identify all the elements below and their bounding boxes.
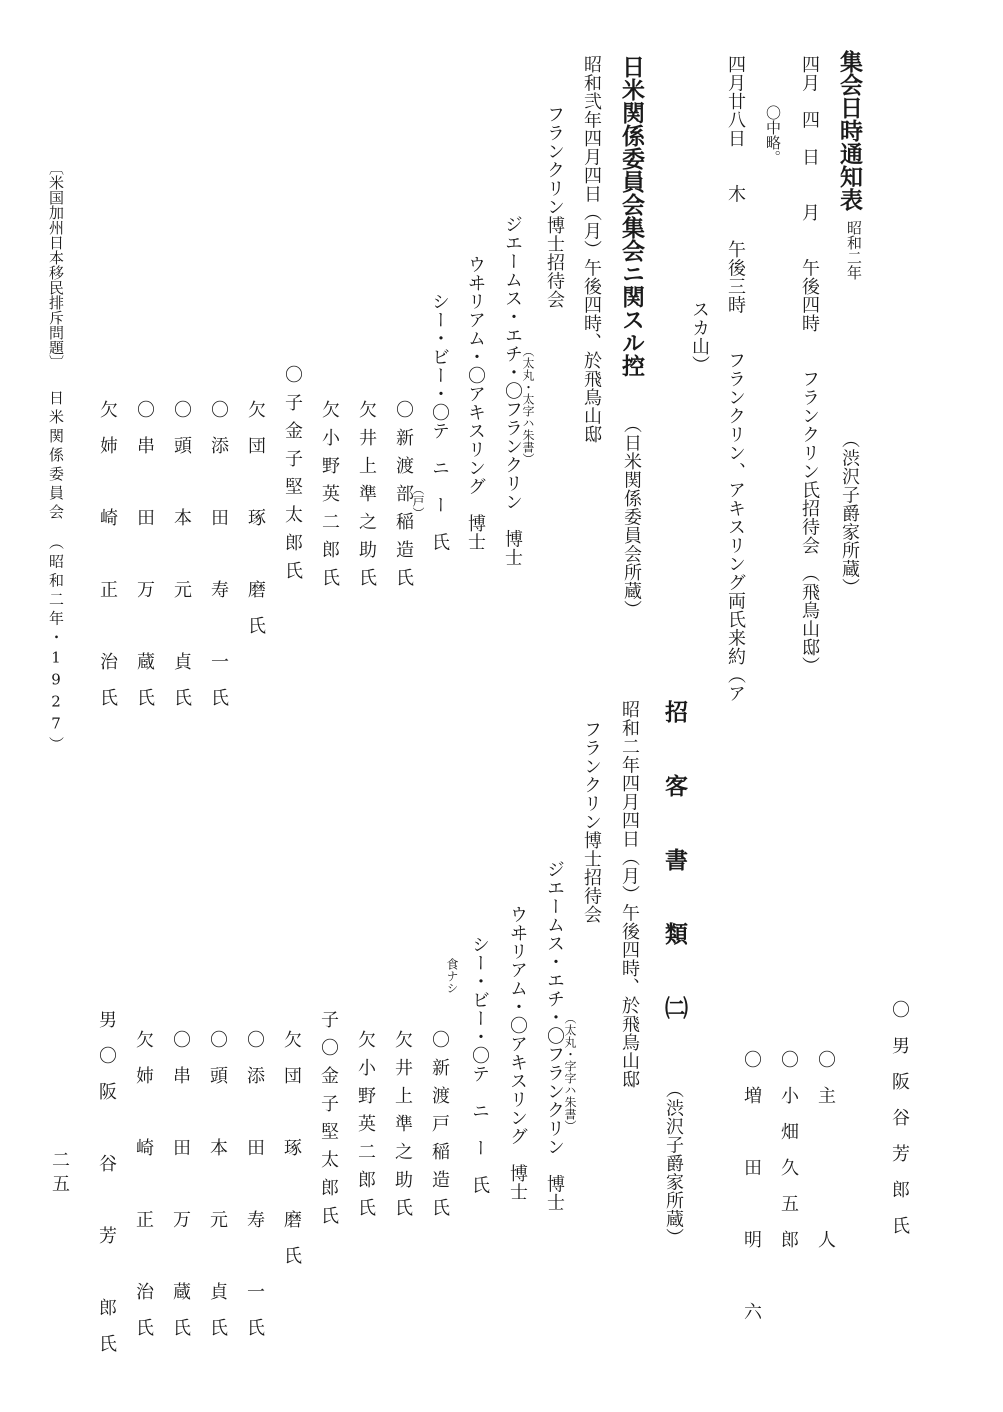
omitted-note: 〇中略。 bbox=[764, 105, 782, 165]
upper-note: （太丸・太字ハ朱書） bbox=[521, 345, 535, 465]
upper-name-3: 欠小野英二郎氏 bbox=[319, 400, 340, 596]
lower-name-2: 欠井上準之助氏 bbox=[392, 1030, 413, 1226]
schedule-line-2-cont: スカ山） bbox=[689, 300, 710, 374]
heading-schedule-source: （渋沢子爵家所蔵） bbox=[839, 430, 860, 597]
lower-name-7: 〇頭 本 元 貞氏 bbox=[207, 1030, 228, 1354]
lower-name-1: 〇新渡戸稲造氏 bbox=[429, 1030, 450, 1226]
schedule-line-2: 四月廿八日 木 午後三時 フランクリン、アキスリング両氏来約（ア bbox=[725, 55, 746, 703]
lower-event: フランクリン博士招待会 bbox=[581, 720, 602, 924]
lower-guest-2: ウヰリアム・〇アキスリング 博士 bbox=[507, 905, 528, 1201]
lower-guest-3: シー・ビー・〇テ ニ ー 氏 bbox=[469, 935, 490, 1194]
lower-name-6: 〇添 田 寿 一氏 bbox=[244, 1030, 265, 1354]
running-title-left: 〔米国加州日本移民排斥問題〕 bbox=[47, 160, 65, 370]
lower-food-note: 食ナシ bbox=[445, 958, 459, 994]
right-name-4: 〇増 田 明 六 bbox=[741, 1050, 762, 1338]
lower-name-3: 欠小野英二郎氏 bbox=[355, 1030, 376, 1226]
upper-guest-1: ジエームス・エチ・〇フランクリン 博士 bbox=[502, 215, 523, 567]
upper-event: フランクリン博士招待会 bbox=[544, 105, 565, 309]
upper-name-4: 〇子金子堅太郎氏 bbox=[282, 365, 303, 589]
heading-schedule-year: 昭和二年 bbox=[845, 220, 863, 280]
heading-invitation: 招 客 書 類 ㈡ bbox=[661, 700, 688, 1033]
lower-name-8: 〇串 田 万 蔵氏 bbox=[170, 1030, 191, 1354]
upper-name-8: 〇串 田 万 蔵氏 bbox=[134, 400, 155, 724]
lower-date: 昭和二年四月四日（月）午後四時、於飛鳥山邸 bbox=[619, 700, 640, 1089]
upper-name-6: 〇添 田 寿 一氏 bbox=[208, 400, 229, 724]
upper-name-1: 〇新渡部稲造氏 bbox=[393, 400, 414, 596]
heading-committee-source: （日米関係委員会所蔵） bbox=[621, 415, 642, 619]
page-number: 二五 bbox=[49, 1150, 70, 1198]
lower-name-10: 男〇阪 谷 芳 郎氏 bbox=[96, 1010, 117, 1370]
upper-date: 昭和弐年四月四日（月）午後四時、於飛鳥山邸 bbox=[581, 55, 602, 444]
heading-committee: 日米関係委員会集会ニ関スル控 bbox=[618, 55, 645, 377]
right-name-3: 〇小畑久五郎 bbox=[778, 1050, 799, 1266]
upper-name-2: 欠井上準之助氏 bbox=[356, 400, 377, 596]
right-name-1: 〇男阪谷芳郎氏 bbox=[889, 1000, 910, 1252]
heading-schedule: 集会日時通知表 bbox=[836, 50, 863, 211]
upper-guest-3-mark: （戸） bbox=[411, 483, 425, 519]
lower-guest-1: ジエームス・エチ・〇フランクリン 博士 bbox=[544, 860, 565, 1212]
lower-note: （太丸・字字ハ朱書） bbox=[563, 1012, 577, 1132]
lower-name-5: 欠団 琢 磨氏 bbox=[281, 1030, 302, 1282]
upper-guest-2: ウヰリアム・〇アキスリング 博士 bbox=[465, 255, 486, 551]
schedule-line-1: 四月 四 日 月 午後四時 フランクリン氏招待会 （飛鳥山邸） bbox=[799, 55, 820, 675]
upper-guest-3: シー・ビー・〇テ ニ ー 氏 bbox=[429, 292, 450, 551]
upper-name-9: 欠姉 崎 正 治氏 bbox=[97, 400, 118, 724]
heading-invitation-source: （渋沢子爵家所蔵） bbox=[663, 1080, 684, 1247]
running-title-center: 日米関係委員会 （昭和二年・1927） bbox=[47, 390, 65, 756]
upper-name-5: 欠団 琢 磨氏 bbox=[245, 400, 266, 652]
lower-name-4: 子〇金子堅太郎氏 bbox=[318, 1010, 339, 1234]
upper-name-7: 〇頭 本 元 貞氏 bbox=[171, 400, 192, 724]
lower-name-9: 欠姉 崎 正 治氏 bbox=[133, 1030, 154, 1354]
right-name-2: 〇主 人 bbox=[815, 1050, 836, 1266]
